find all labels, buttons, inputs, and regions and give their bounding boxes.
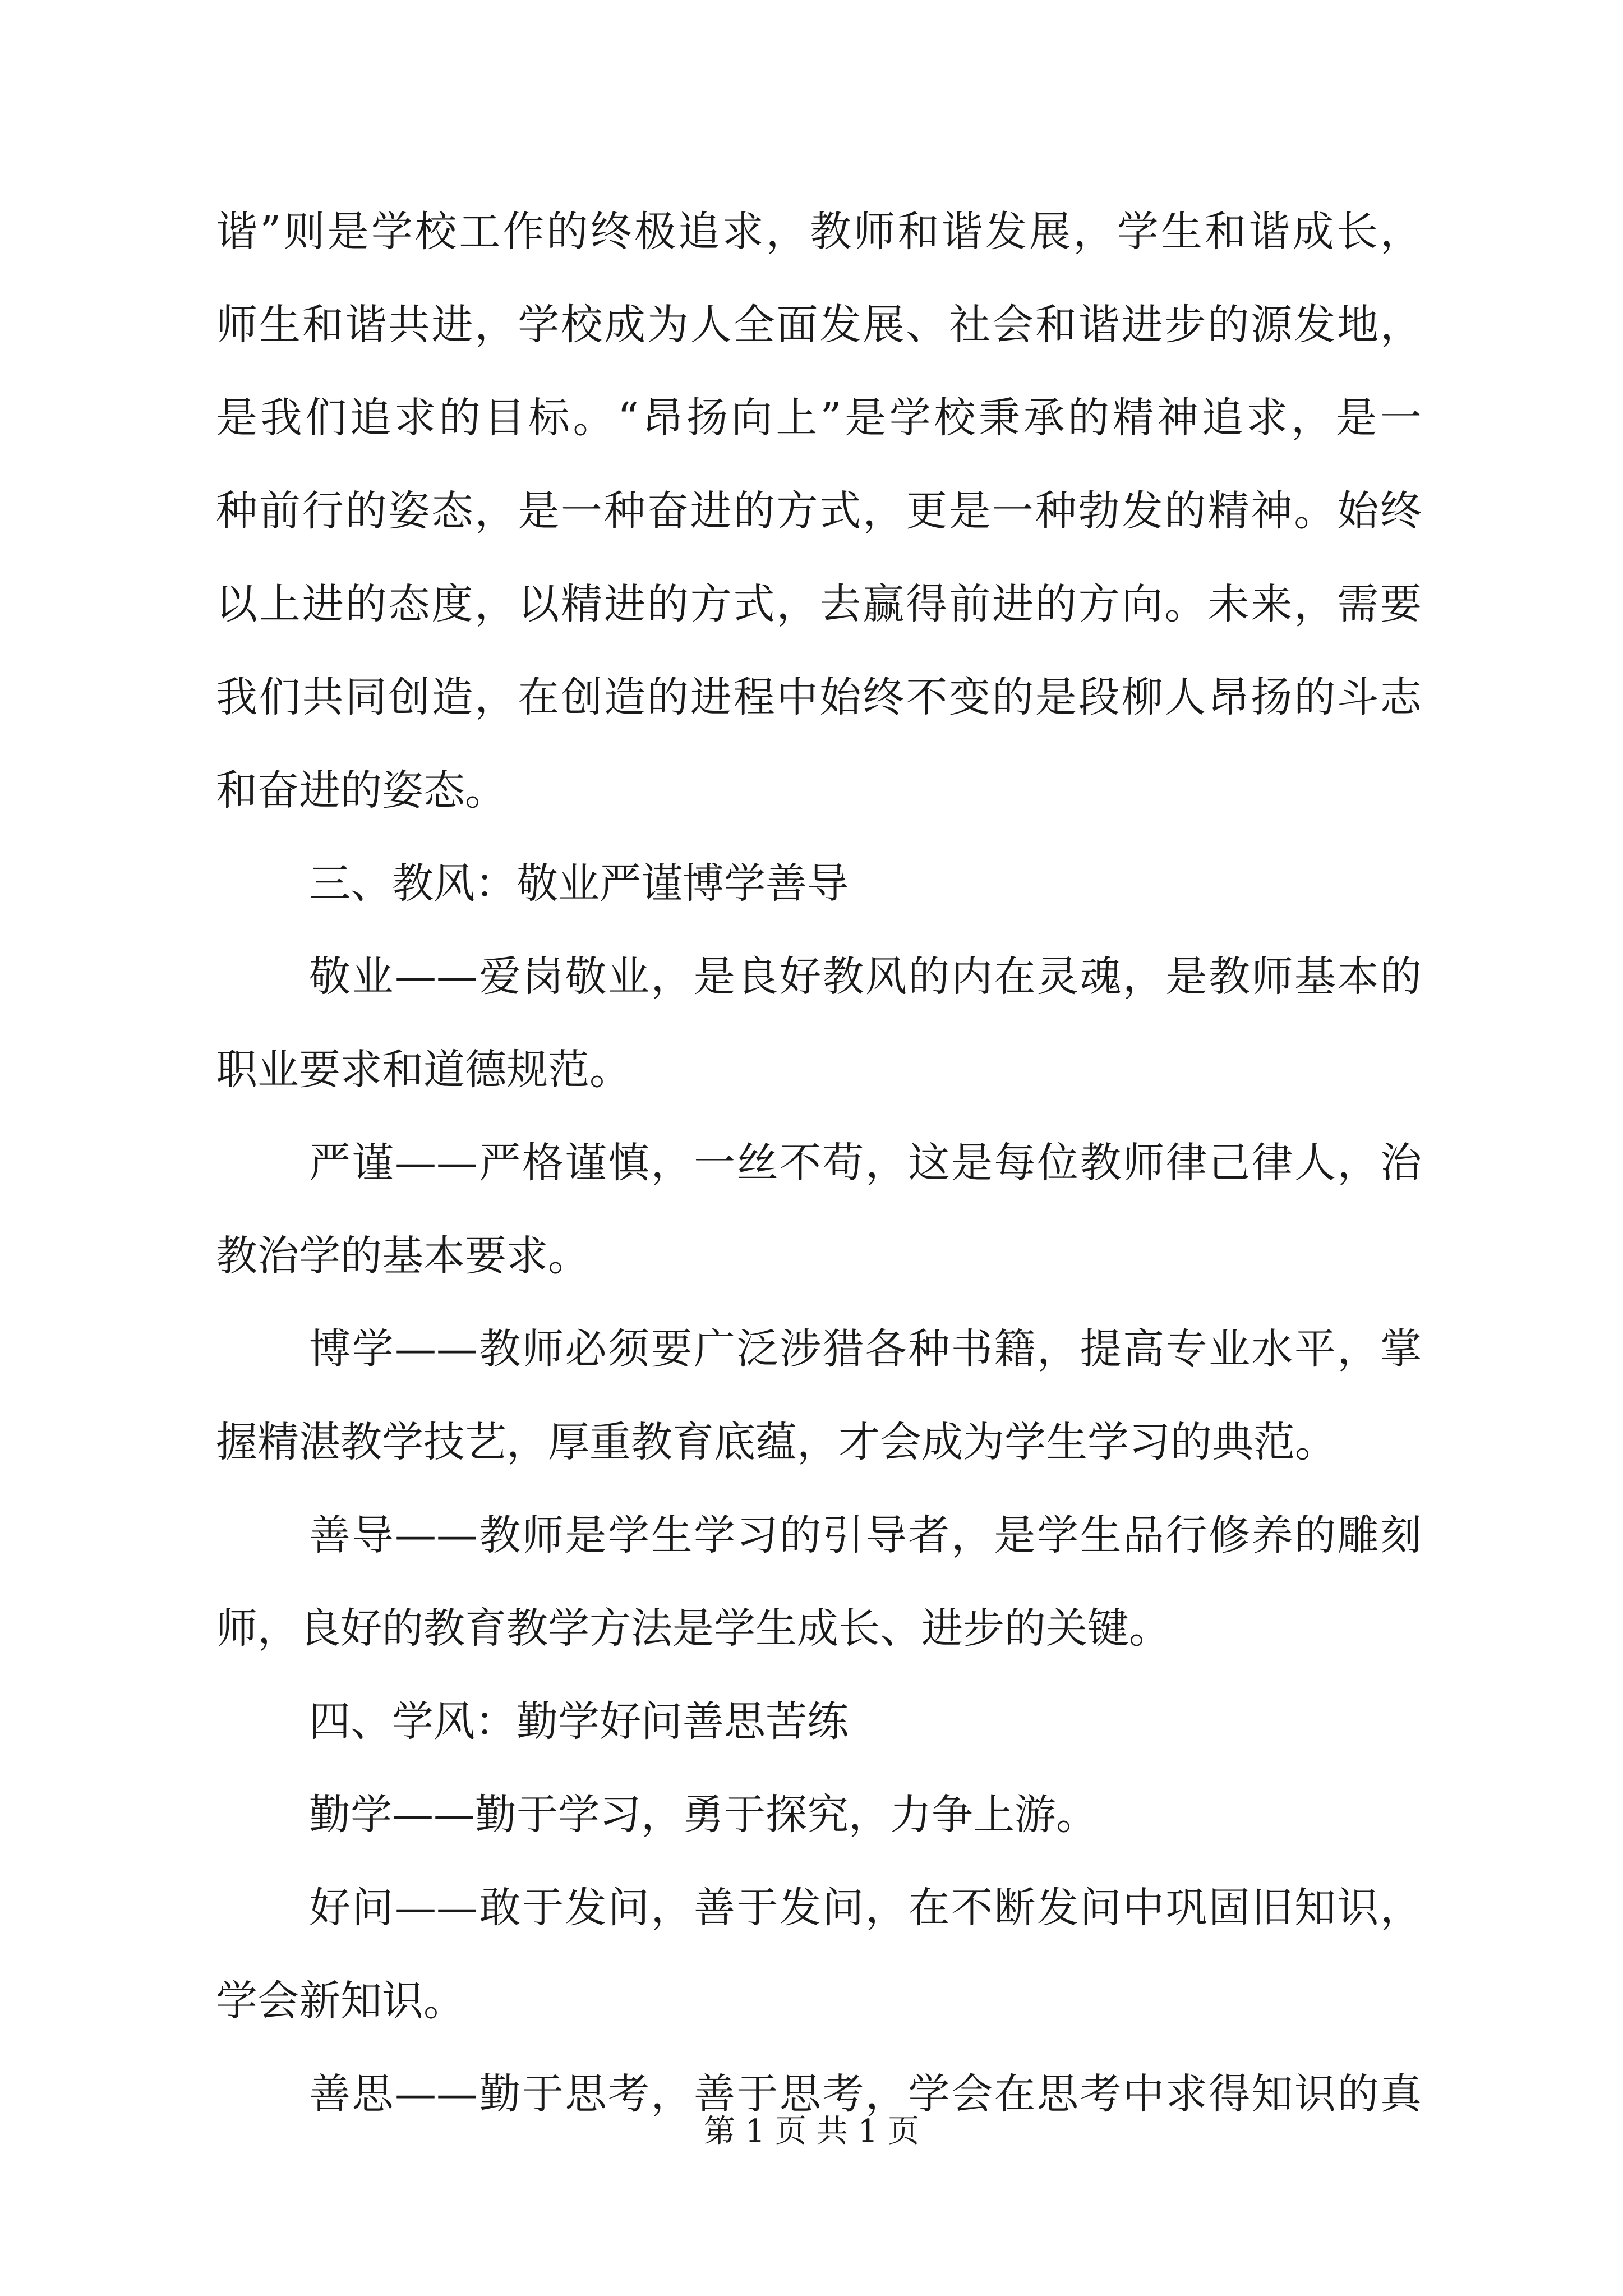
text-line: 我们共同创造，在创造的进程中始终不变的是段柳人昂扬的斗志 <box>216 673 1422 721</box>
text-line: 和奋进的姿态。 <box>216 766 506 815</box>
text-line: 师，良好的教育教学方法是学生成长、进步的关键。 <box>216 1604 1170 1653</box>
text-line: 勤学——勤于学习，勇于探究，力争上游。 <box>309 1791 1098 1839</box>
text-line: 握精湛教学技艺，厚重教育底蕴，才会成为学生学习的典范。 <box>216 1418 1336 1466</box>
text-line: 师生和谐共进，学校成为人全面发展、社会和谐进步的源发地， <box>216 301 1422 349</box>
text-line: 善导——教师是学生学习的引导者，是学生品行修养的雕刻 <box>309 1511 1422 1559</box>
section-heading-teaching-style: 三、教风：敬业严谨博学善导 <box>309 859 849 908</box>
text-line: 谐”则是学校工作的终极追求，教师和谐发展，学生和谐成长， <box>216 208 1422 256</box>
text-line: 以上进的态度，以精进的方式，去赢得前进的方向。未来，需要 <box>216 580 1422 628</box>
text-line: 敬业——爱岗敬业，是良好教风的内在灵魂，是教师基本的 <box>309 953 1422 1001</box>
text-line: 学会新知识。 <box>216 1977 465 2025</box>
text-line: 严谨——严格谨慎，一丝不苟，这是每位教师律己律人，治 <box>309 1139 1422 1187</box>
page-footer <box>0 2112 1623 2151</box>
document-body <box>216 209 1422 2164</box>
text-line: 是我们追求的目标。“昂扬向上”是学校秉承的精神追求，是一 <box>216 394 1422 442</box>
text-line: 博学——教师必须要广泛涉猎各种书籍，提高专业水平，掌 <box>309 1325 1422 1373</box>
text-line: 教治学的基本要求。 <box>216 1232 589 1280</box>
text-line: 职业要求和道德规范。 <box>216 1046 631 1094</box>
page-number-label: 第 1 页 共 1 页 <box>703 2113 920 2150</box>
text-line: 善思——勤于思考，善于思考，学会在思考中求得知识的真 <box>309 2070 1422 2118</box>
text-line: 好问——敢于发问，善于发问，在不断发问中巩固旧知识， <box>309 1884 1422 1932</box>
section-heading-study-style: 四、学风：勤学好问善思苦练 <box>309 1697 849 1746</box>
text-line: 种前行的姿态，是一种奋进的方式，更是一种勃发的精神。始终 <box>216 487 1422 535</box>
